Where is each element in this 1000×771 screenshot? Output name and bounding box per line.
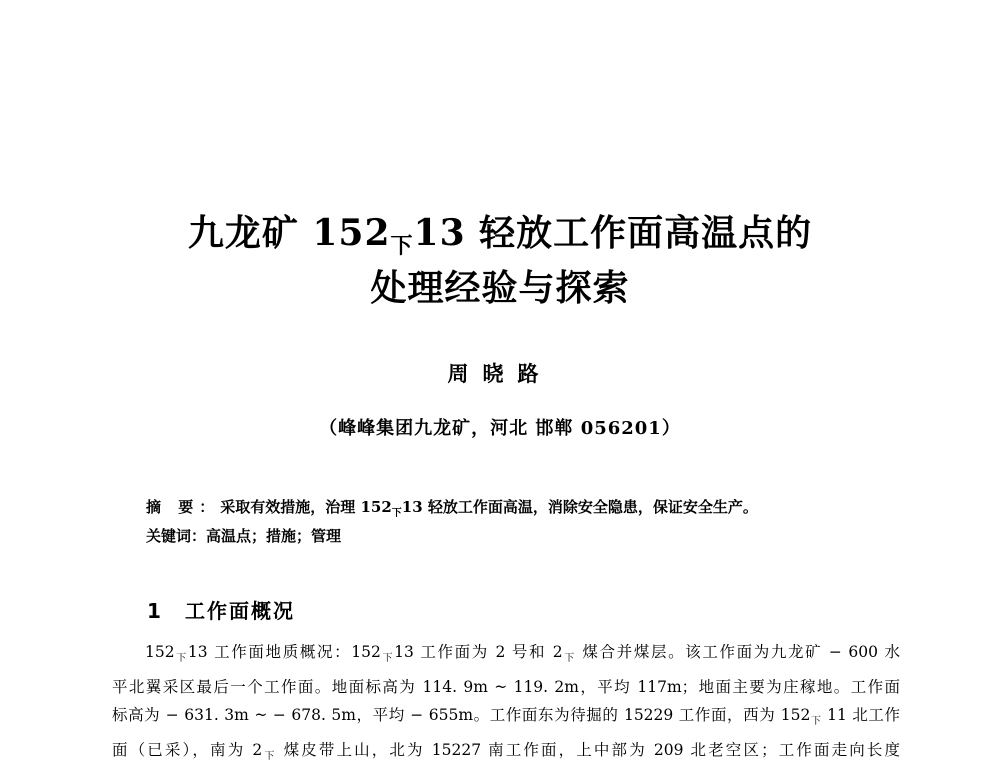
abstract-text-b: 13 轻放工作面高温，消除安全隐患，保证安全生产。 [401,498,758,516]
abstract-subscript: 下 [391,508,402,519]
keywords-text: 高温点；措施；管理 [206,527,342,545]
body-line-4-sub: 下 [262,751,277,762]
section-heading [147,595,295,624]
body-line-1 [112,638,900,673]
body-line-1-c: 13 工作面为 2 号和 2 [394,643,563,661]
body-paragraph [112,638,900,771]
body-line-1-sub-2: 下 [380,653,395,664]
title-subscript: 下 [390,233,414,259]
section-title: 工作面概况 [185,599,295,623]
keywords-label: 关键词： [146,527,207,545]
abstract-label: 摘 要： [146,498,221,516]
body-line-1-sub-1: 下 [174,653,188,664]
body-line-3-sub: 下 [810,716,822,727]
paper-title-line-2: 处理经验与探索 [370,267,630,309]
abstract-text-a: 采取有效措施，治理 152 [220,498,392,516]
author-name: 周晓路 [447,361,553,386]
body-line-3 [112,701,900,736]
title-text-b: 13 轻放工作面高温点的 [413,212,813,254]
body-line-4-a: 面（已采），南为 2 [112,741,263,759]
body-line-4 [112,736,900,771]
body-line-1-a: 152 [145,643,175,661]
author-affiliation: （峰峰集团九龙矿，河北 邯郸 056201） [319,418,681,439]
body-line-2: 平北翼采区最后一个工作面。地面标高为 114. 9m ~ 119. 2m，平均 117m；地面主要为庄稼地。工作面 [112,678,900,696]
abstract [146,496,758,525]
body-line-3-a: 标高为 − 631. 3m ~ − 678. 5m，平均 − 655m。工作面东为待掘的 15229 工作面，西为 152 [112,706,811,724]
section-number: 1 [147,599,163,623]
body-line-1-sub-3: 下 [562,653,576,664]
body-line-1-b: 13 工作面地质概况：152 [187,643,381,661]
body-line-4-b: 煤皮带上山，北为 15227 南工作面，上中部为 209 北老空区；工作面走向长度 [276,741,901,759]
body-line-3-b: 11 北工作 [821,706,900,724]
keywords [146,525,341,547]
paper-title-line-1 [0,211,1000,268]
body-line-1-d: 煤合并煤层。该工作面为九龙矿 − 600 水 [575,643,901,661]
title-text-a: 九龙矿 152 [187,212,391,254]
